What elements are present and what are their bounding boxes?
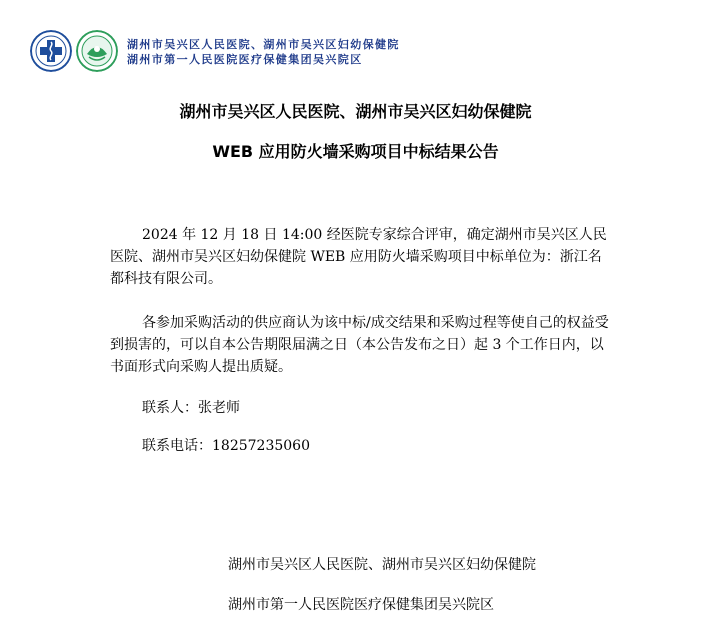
maternal-child-logo-icon <box>76 30 118 72</box>
contact-phone: 联系电话：18257235060 <box>142 438 310 454</box>
signature-line-2: 湖州市第一人民医院医疗保健集团吴兴院区 <box>228 597 494 613</box>
letterhead-line-1: 湖州市吴兴区人民医院、湖州市吴兴区妇幼保健院 <box>127 38 400 51</box>
letterhead <box>30 30 450 76</box>
award-paragraph-text: 2024 年 12 月 18 日 14:00 经医院专家综合评审，确定湖州市吴兴区人民医院、湖州市吴兴区妇幼保健院 WEB 应用防火墙采购项目中标单位为：浙江名都科技有限公司。 <box>110 227 607 287</box>
letterhead-line-2: 湖州市第一人民医院医疗保健集团吴兴院区 <box>127 53 363 66</box>
objection-paragraph <box>110 312 610 378</box>
announcement-title-line-2: WEB 应用防火墙采购项目中标结果公告 <box>212 142 499 161</box>
announcement-title-line-1: 湖州市吴兴区人民医院、湖州市吴兴区妇幼保健院 <box>179 102 532 121</box>
objection-paragraph-text: 各参加采购活动的供应商认为该中标/成交结果和采购过程等使自己的权益受到损害的，可以自本公告期限届满之日（本公告发布之日）起 3 个工作日内，以书面形式向采购人提出质疑。 <box>110 315 609 375</box>
contact-person: 联系人：张老师 <box>142 400 240 416</box>
hospital-cross-logo-icon <box>30 30 72 72</box>
signature-line-1: 湖州市吴兴区人民医院、湖州市吴兴区妇幼保健院 <box>228 557 536 573</box>
award-paragraph <box>110 224 610 290</box>
